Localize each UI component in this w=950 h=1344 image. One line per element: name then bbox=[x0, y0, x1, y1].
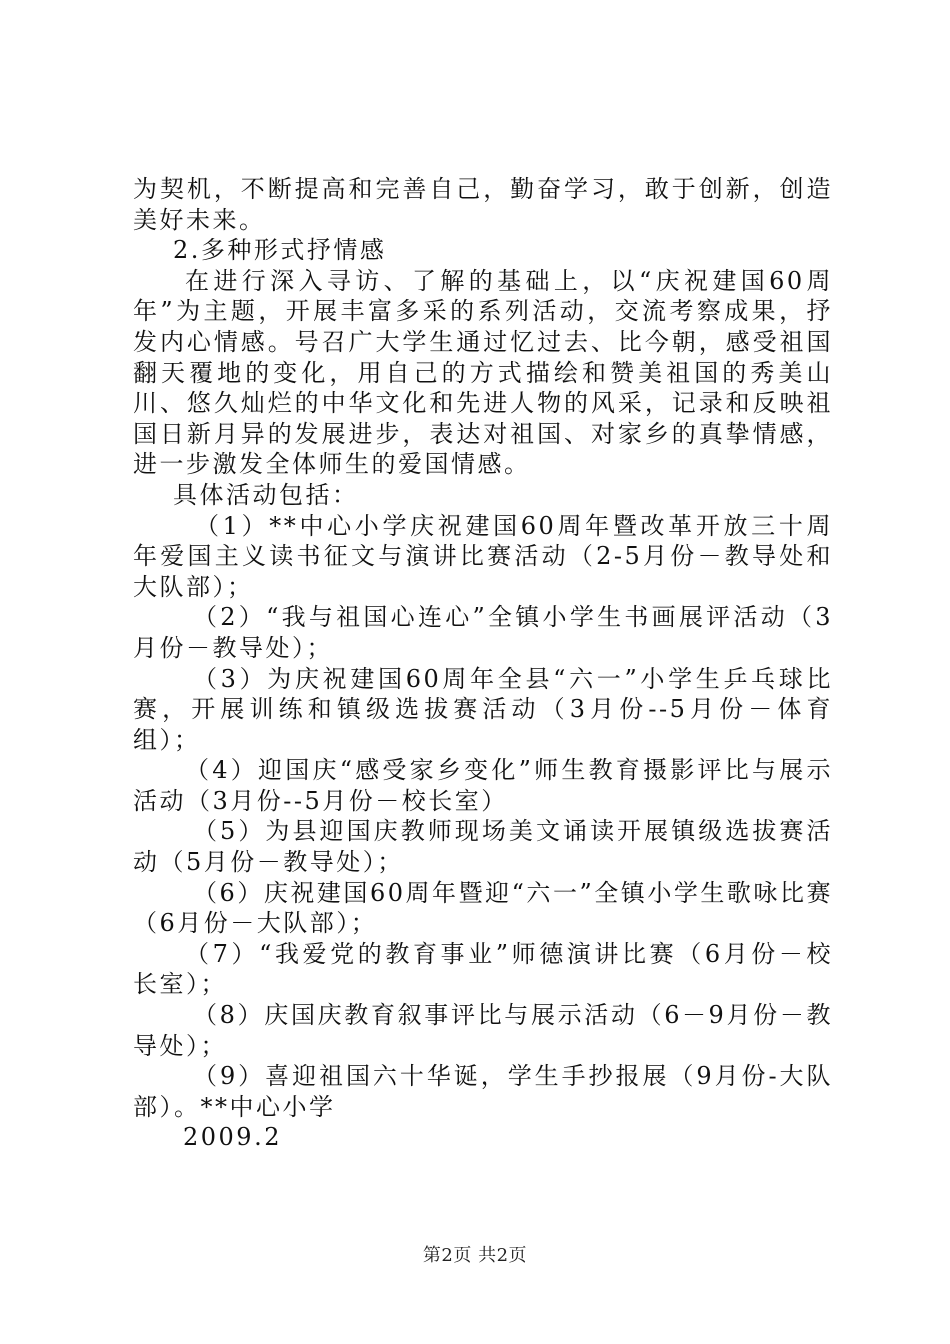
activity-item-5: （5）为县迎国庆教师现场美文诵读开展镇级选拔赛活动（5月份－教导处）； bbox=[133, 817, 833, 877]
document-body bbox=[133, 174, 833, 1153]
activity-item-2: （2）“我与祖国心连心”全镇小学生书画展评活动（3月份－教导处）； bbox=[133, 603, 833, 662]
activity-item-9: （9）喜迎祖国六十华诞，学生手抄报展（9月份-大队部）。**中心小学 bbox=[133, 1062, 833, 1121]
activity-item-1: （1）**中心小学庆祝建国60周年暨改革开放三十周年爱国主义读书征文与演讲比赛活动（2-5月份－教导处和大队部）； bbox=[133, 511, 833, 601]
section-heading: 2.多种形式抒情感 bbox=[173, 236, 387, 265]
paragraph-continuation: 为契机，不断提高和完善自己，勤奋学习，敢于创新，创造美好未来。 bbox=[133, 175, 833, 234]
activity-item-6: （6）庆祝建国60周年暨迎“六一”全镇小学生歌咏比赛（6月份－大队部）； bbox=[133, 878, 833, 938]
activities-lead: 具体活动包括： bbox=[173, 480, 359, 509]
activity-item-8: （8）庆国庆教育叙事评比与展示活动（6－9月份－教导处）； bbox=[133, 1001, 833, 1060]
document-date: 2009.2 bbox=[183, 1123, 282, 1152]
page-number-label: 第2页 共2页 bbox=[422, 1245, 528, 1266]
paragraph-intro: 在进行深入寻访、了解的基础上，以“庆祝建国60周年”为主题，开展丰富多采的系列活动，交流考察成果，抒发内心情感。号召广大学生通过忆过去、比今朝，感受祖国翻天覆地的变化，用自己的方式描绘和赞美祖国的秀美山川、悠久灿烂的中华文化和先进人物的风采，记录和反映祖国日新月异的发展进步，表达对祖国、对家乡的真挚情感，进一步激发全体师生的爱国情感。 bbox=[133, 266, 833, 479]
activity-item-7: （7）“我爱党的教育事业”师德演讲比赛（6月份－校长室）； bbox=[133, 939, 833, 999]
activity-item-4: （4）迎国庆“感受家乡变化”师生教育摄影评比与展示活动（3月份--5月份－校长室） bbox=[133, 756, 833, 815]
activity-item-3: （3）为庆祝建国60周年全县“六一”小学生乒乓球比赛，开展训练和镇级选拔赛活动（3月份--5月份－体育组）； bbox=[133, 664, 833, 754]
page-footer bbox=[0, 1241, 950, 1267]
